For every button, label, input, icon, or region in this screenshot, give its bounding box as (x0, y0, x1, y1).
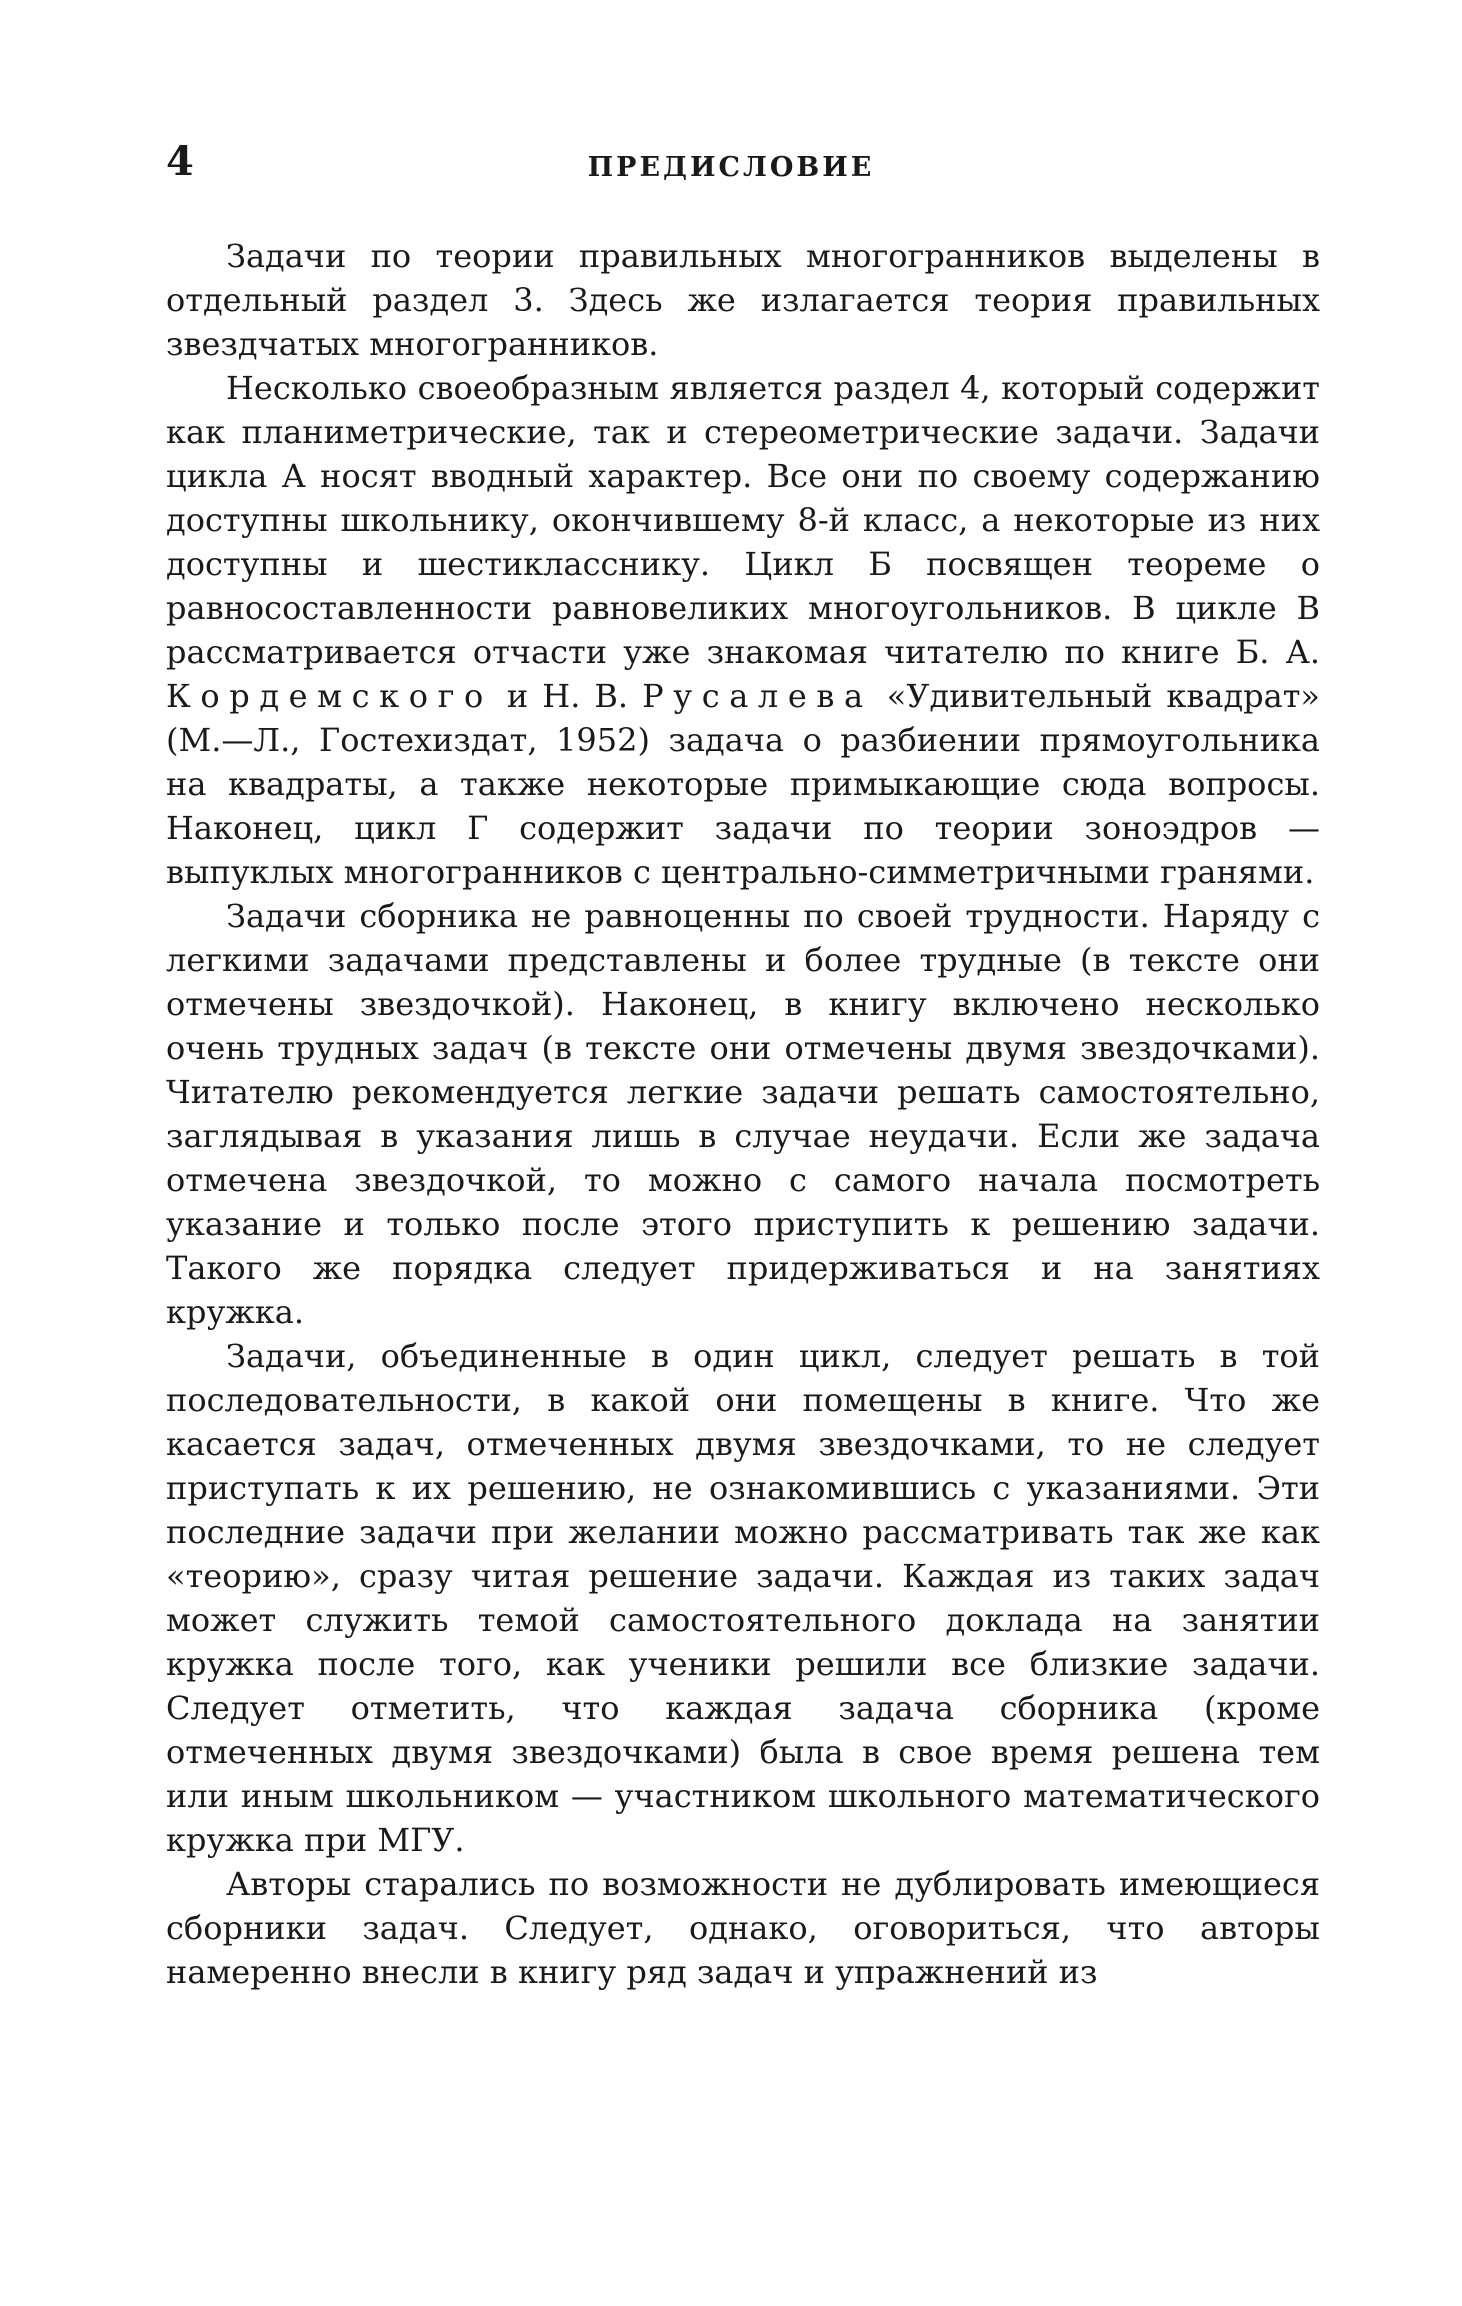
author-rusalev: Русалева (642, 677, 873, 715)
page-number: 4 (166, 138, 194, 185)
paragraph-5: Авторы старались по возможности не дублировать имеющиеся сборники задач. Следует, однако, оговориться, что авторы намеренно внесли в книгу ряд задач и упражнений из (166, 1865, 1320, 1991)
paragraph-2-text-start: Несколько своеобразным является раздел 4, который содержит как планиметрические, так и стереометрические задачи. Задачи цикла А носят вводный характер. Все они по своему содержанию доступны школьнику, окончившему 8-й класс, а некоторые из них доступны и шестикласснику. Цикл Б посвящен теореме о равносоставленности равновеликих многоугольников. В цикле В рассматривается отчасти уже знакомая читателю по книге Б. А. (166, 369, 1320, 671)
paragraph-1: Задачи по теории правильных многогранников выделены в отдельный раздел 3. Здесь же излагается теория правильных звездчатых многогранников. (166, 237, 1320, 363)
paragraph-2-text-end: «Удивительный квадрат» (М.—Л., Гостехиздат, 1952) задача о разбиении прямоугольника на квадраты, а также некоторые примыкающие сюда вопросы. Наконец, цикл Г содержит задачи по теории зоноэдров — выпуклых многогранников с центрально-симметричными гранями. (166, 677, 1321, 891)
author-kordemsky: Кордемского (166, 677, 493, 715)
paragraph-2 (166, 366, 1320, 894)
body-text (166, 234, 1320, 1994)
paragraph-3: Задачи сборника не равноценны по своей трудности. Наряду с легкими задачами представлены и более трудные (в тексте они отмечены звездочкой). Наконец, в книгу включено несколько очень трудных задач (в тексте они отмечены двумя звездочками). Читателю рекомендуется легкие задачи решать самостоятельно, заглядывая в указания лишь в случае неудачи. Если же задача отмечена звездочкой, то можно с самого начала посмотреть указание и только после этого приступить к решению задачи. Такого же порядка следует придерживаться и на занятиях кружка. (166, 897, 1320, 1331)
paragraph-2-text-mid: и Н. В. (506, 677, 629, 715)
running-head: ПРЕДИСЛОВИЕ (587, 152, 875, 183)
paragraph-4: Задачи, объединенные в один цикл, следует решать в той последовательности, в какой они помещены в книге. Что же касается задач, отмеченных двумя звездочками, то не следует приступать к их решению, не ознакомившись с указаниями. Эти последние задачи при желании можно рассматривать так же как «теорию», сразу читая решение задачи. Каждая из таких задач может служить темой самостоятельного доклада на занятии кружка после того, как ученики решили все близкие задачи. Следует отметить, что каждая задача сборника (кроме отмеченных двумя звездочками) была в свое время решена тем или иным школьником — участником школьного математического кружка при МГУ. (166, 1337, 1320, 1859)
